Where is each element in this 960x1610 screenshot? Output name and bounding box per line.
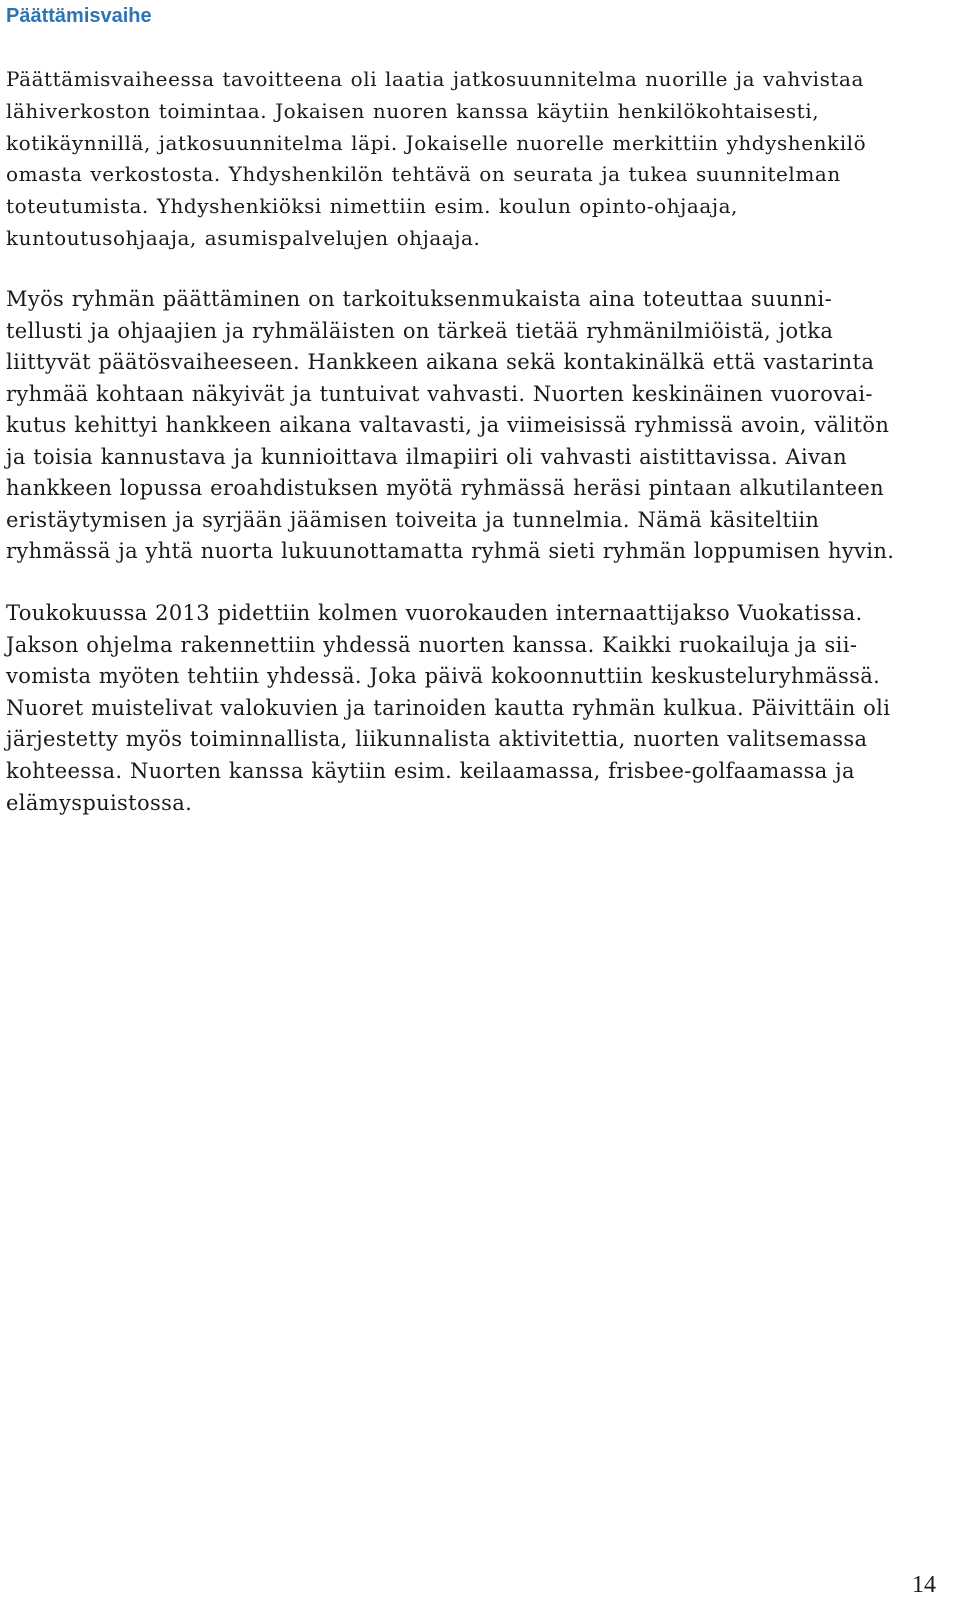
text-line: eristäytymisen ja syrjään jäämisen toiveita ja tunnelmia. Nämä käsiteltiin [6,507,820,532]
text-line: Jakson ohjelma rakennettiin yhdessä nuorten kanssa. Kaikki ruokailuja ja sii- [6,632,858,657]
text-line: Myös ryhmän päättäminen on tarkoituksenmukaista aina toteuttaa suunni- [6,287,833,311]
text-line: vomista myöten tehtiin yhdessä. Joka päivä kokoonnuttiin keskusteluryhmässä. [6,664,881,689]
text-line: kutus kehittyi hankkeen aikana valtavasti, ja viimeisissä ryhmissä avoin, välitön [6,413,890,437]
text-line: tellusti ja ohjaajien ja ryhmäläisten on tärkeä tietää ryhmänilmiöistä, jotka [6,318,834,343]
text-line: elämyspuistossa. [6,790,193,815]
text-line: järjestetty myös toiminnallista, liikunnalista aktivitettia, nuorten valitsemassa [6,727,868,752]
text-line: kohteessa. Nuorten kanssa käytiin esim. keilaamassa, frisbee-golfaamassa ja [6,758,855,783]
text-line: liittyvät päätösvaiheeseen. Hankkeen aikana sekä kontakinälkä että vastarinta [6,350,875,374]
text-line: Päättämisvaiheessa tavoitteena oli laatia jatkosuunnitelma nuorille ja vahvistaa [6,67,864,91]
paragraph-1 [6,64,946,255]
text-line: ja toisia kannustava ja kunnioittava ilmapiiri oli vahvasti aistittavissa. Aivan [6,444,848,469]
text-line: ryhmää kohtaan näkyivät ja tuntuivat vahvasti. Nuorten keskinäinen vuorovai- [6,381,873,406]
text-line: kuntoutusohjaaja, asumispalvelujen ohjaaja. [6,225,481,250]
page-number: 14 [912,1572,936,1598]
text-line: ryhmässä ja yhtä nuorta lukuunottamatta ryhmä sieti ryhmän loppumisen hyvin. [6,539,895,563]
text-line: lähiverkoston toimintaa. Jokaisen nuoren kanssa käytiin henkilökohtaisesti, [6,98,820,123]
section-heading: Päättämisvaihe [6,5,152,27]
text-line: omasta verkostosta. Yhdyshenkilön tehtävä on seurata ja tukea suunnitelman [6,162,841,187]
text-line: Toukokuussa 2013 pidettiin kolmen vuorokauden internaattijakso Vuokatissa. [6,601,863,625]
text-line: toteutumista. Yhdyshenkiöksi nimettiin esim. koulun opinto-ohjaaja, [6,194,738,219]
text-line: kotikäynnillä, jatkosuunnitelma läpi. Jokaiselle nuorelle merkittiin yhdyshenkilö [6,130,867,155]
paragraph-3 [6,598,946,819]
text-line: Nuoret muistelivat valokuvien ja tarinoiden kautta ryhmän kulkua. Päivittäin oli [6,695,891,720]
paragraph-2 [6,284,946,568]
text-line: hankkeen lopussa eroahdistuksen myötä ryhmässä heräsi pintaan alkutilanteen [6,476,885,500]
